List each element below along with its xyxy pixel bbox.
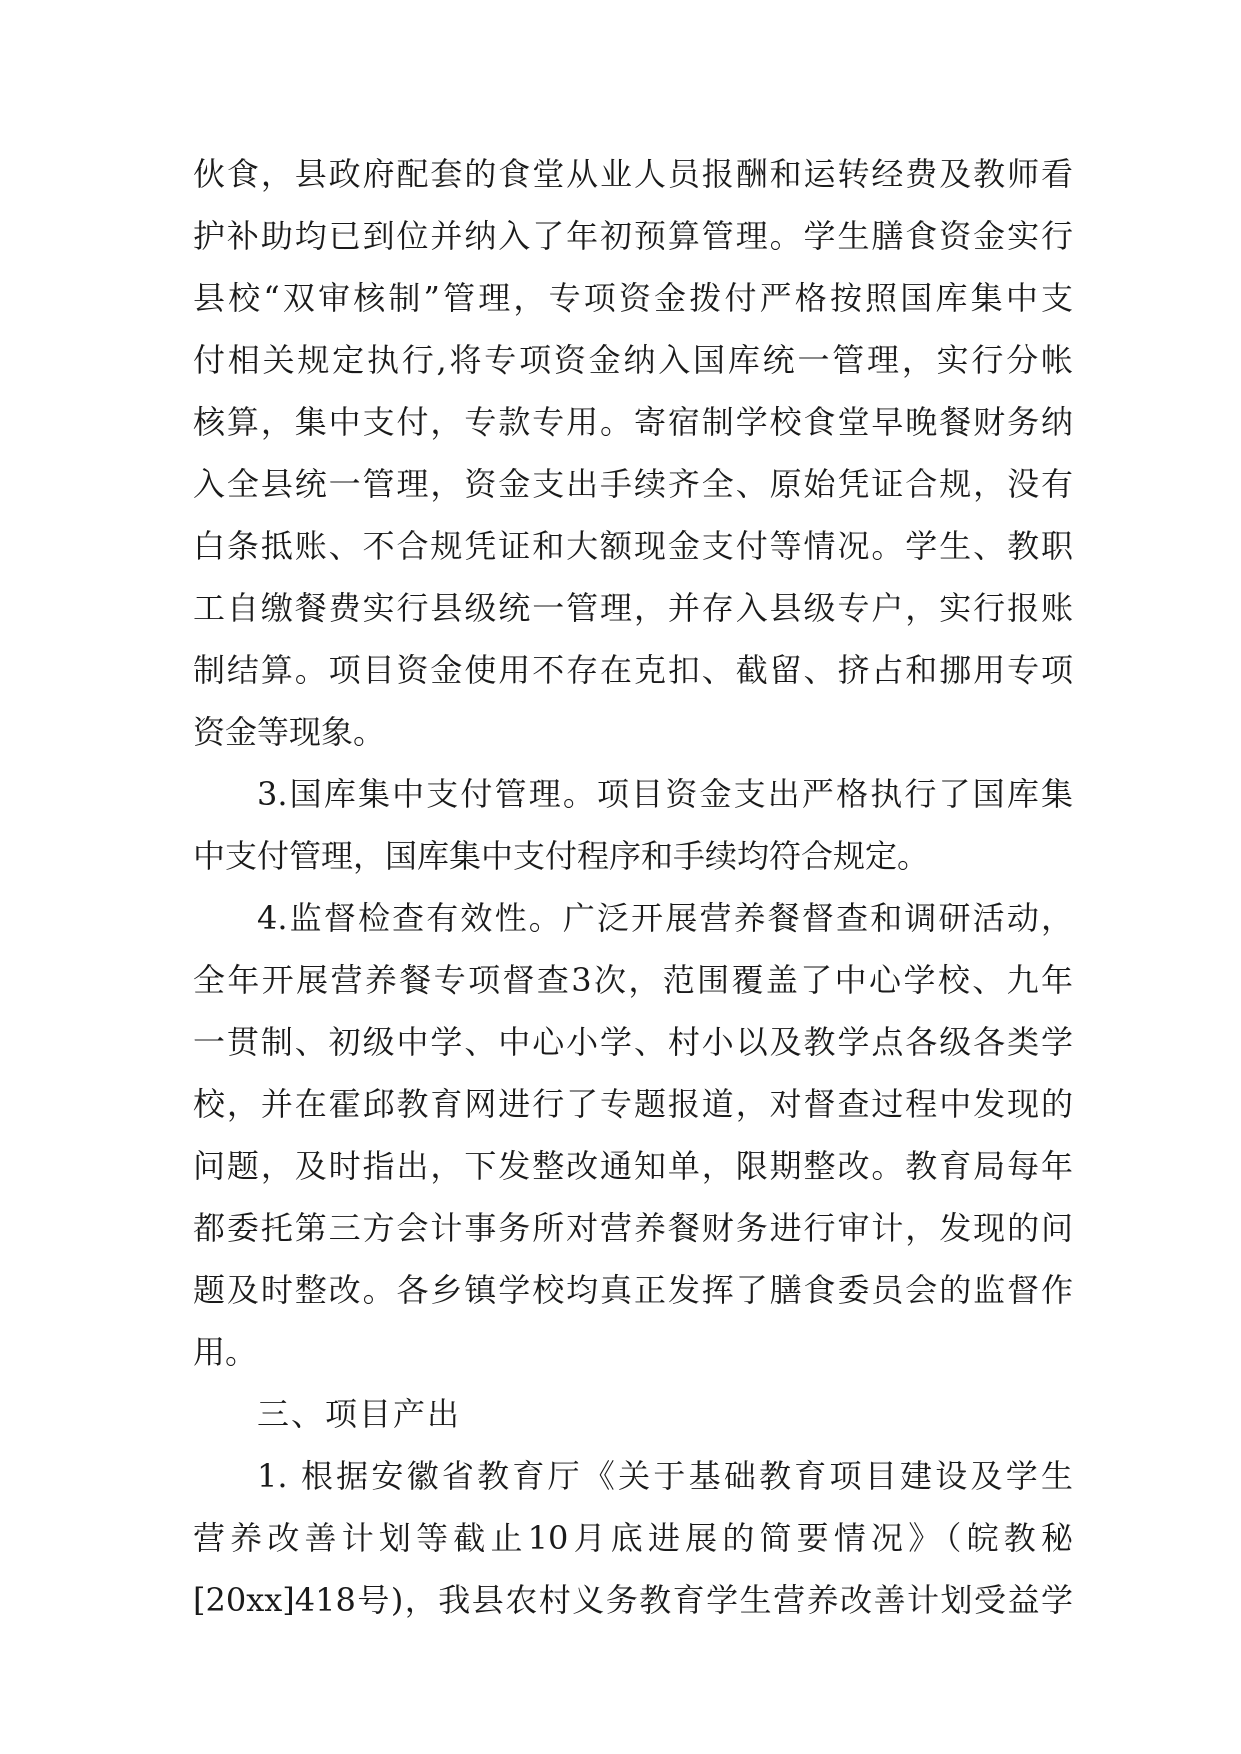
section-heading: 三、项目产出	[257, 1395, 462, 1433]
text-line: 制结算。项目资金使用不存在克扣、截留、挤占和挪用专项	[193, 651, 1073, 689]
text-line: 营养改善计划等截止10月底进展的简要情况》（皖教秘	[193, 1519, 1073, 1557]
text-line: 题及时整改。各乡镇学校均真正发挥了膳食委员会的监督作	[193, 1271, 1073, 1309]
text-line: 都委托第三方会计事务所对营养餐财务进行审计，发现的问	[193, 1209, 1073, 1247]
text-line: 护补助均已到位并纳入了年初预算管理。学生膳食资金实行	[193, 217, 1073, 255]
text-line: 入全县统一管理，资金支出手续齐全、原始凭证合规，没有	[193, 465, 1073, 503]
text-line: 用。	[193, 1333, 258, 1371]
text-line: 资金等现象。	[193, 713, 386, 751]
text-line: 中支付管理，国库集中支付程序和手续均符合规定。	[193, 837, 930, 875]
text-line: 县校“双审核制”管理，专项资金拨付严格按照国库集中支	[193, 279, 1073, 317]
text-line: 一贯制、初级中学、中心小学、村小以及教学点各级各类学	[193, 1023, 1073, 1061]
text-line: 付相关规定执行,将专项资金纳入国库统一管理，实行分帐	[193, 341, 1073, 379]
text-line: 工自缴餐费实行县级统一管理，并存入县级专户，实行报账	[193, 589, 1073, 627]
text-line: 4.监督检查有效性。广泛开展营养餐督查和调研活动，	[257, 899, 1073, 937]
text-line: 校，并在霍邱教育网进行了专题报道，对督查过程中发现的	[193, 1085, 1073, 1123]
text-line: 问题，及时指出，下发整改通知单，限期整改。教育局每年	[193, 1147, 1073, 1185]
text-line: 伙食，县政府配套的食堂从业人员报酬和运转经费及教师看	[193, 155, 1073, 193]
text-line: 全年开展营养餐专项督查3次，范围覆盖了中心学校、九年	[193, 961, 1073, 999]
text-line: 1. 根据安徽省教育厅《关于基础教育项目建设及学生	[257, 1457, 1073, 1495]
text-line: 白条抵账、不合规凭证和大额现金支付等情况。学生、教职	[193, 527, 1073, 565]
text-line: 核算，集中支付，专款专用。寄宿制学校食堂早晚餐财务纳	[193, 403, 1073, 441]
text-line: [20xx]418号)，我县农村义务教育学生营养改善计划受益学	[193, 1581, 1073, 1619]
text-line: 3.国库集中支付管理。项目资金支出严格执行了国库集	[257, 775, 1073, 813]
